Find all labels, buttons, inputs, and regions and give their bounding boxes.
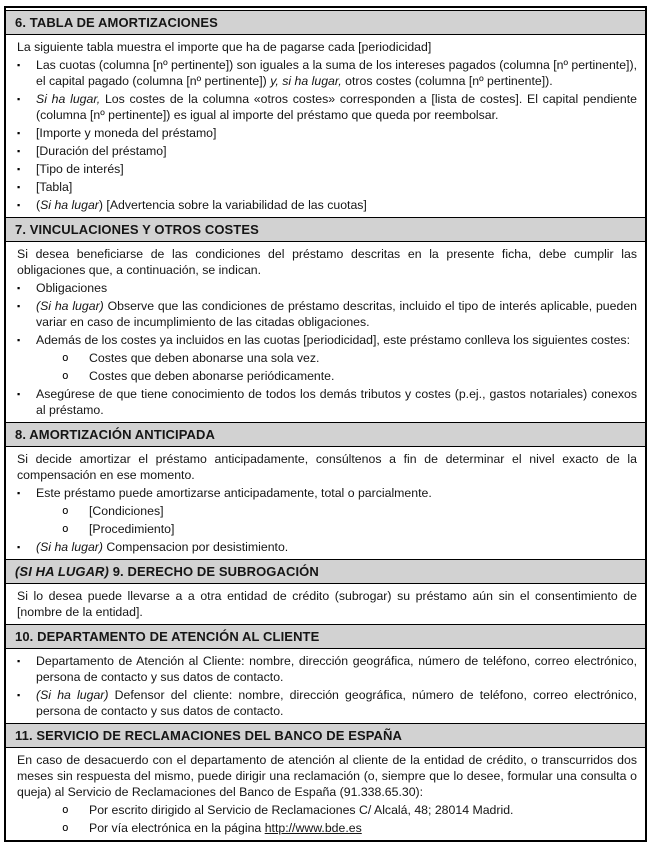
bullet-text: Obligaciones <box>36 281 108 295</box>
square-bullet-icon: ▪ <box>17 164 21 174</box>
circle-bullet-icon: o <box>62 351 69 364</box>
square-bullet-icon: ▪ <box>17 690 21 700</box>
bullet-item <box>15 280 637 296</box>
bullet-item <box>15 332 637 348</box>
bullet-item <box>15 653 637 685</box>
bullet-text: [Condiciones] <box>89 504 164 518</box>
sub-bullet-item <box>60 802 637 818</box>
bullet-item <box>15 386 637 418</box>
section-body <box>6 584 645 624</box>
sub-bullet-item <box>60 521 637 537</box>
section-subrogation-right <box>6 559 645 624</box>
bullet-text: [Tipo de interés] <box>36 162 124 176</box>
circle-bullet-icon: o <box>62 369 69 382</box>
section-body <box>6 447 645 559</box>
section-title: 8. AMORTIZACIÓN ANTICIPADA <box>15 427 215 442</box>
sub-bullet-item <box>60 820 637 836</box>
square-bullet-icon: ▪ <box>17 146 21 156</box>
square-bullet-icon: ▪ <box>17 128 21 138</box>
bullet-text: Este préstamo puede amortizarse anticipadamente, total o parcialmente. <box>36 486 432 500</box>
section-header <box>6 723 645 748</box>
square-bullet-icon: ▪ <box>17 389 21 399</box>
bullet-text: Por vía electrónica en la página http://www.bde.es <box>89 821 362 835</box>
sub-bullet-item <box>60 503 637 519</box>
section-title: 9. DERECHO DE SUBROGACIÓN <box>108 564 319 579</box>
paragraph: La siguiente tabla muestra el importe que ha de pagarse cada [periodicidad] <box>17 40 432 54</box>
bullet-text: Costes que deben abonarse una sola vez. <box>89 351 320 365</box>
bullet-text: (Si ha lugar) Defensor del cliente: nombre, dirección geográfica, número de teléfono, correo electrónico, persona de contacto y sus datos de contacto. <box>36 688 637 718</box>
bullet-text: [Tabla] <box>36 180 73 194</box>
square-bullet-icon: ▪ <box>17 60 21 70</box>
section-header <box>6 422 645 447</box>
bullet-item <box>15 125 637 141</box>
bullet-item <box>15 298 637 330</box>
bullet-item <box>15 687 637 719</box>
section-body <box>6 242 645 422</box>
section-customer-service <box>6 624 645 723</box>
section-complaints-service <box>6 723 645 840</box>
paragraph: Si decide amortizar el préstamo anticipadamente, consúltenos a fin de determinar el nivel exacto de la compensación en ese momento. <box>17 452 637 482</box>
bullet-text: Departamento de Atención al Cliente: nombre, dirección geográfica, número de teléfono, correo electrónico, persona de contacto y sus datos de contacto. <box>36 654 637 684</box>
section-title: 11. SERVICIO DE RECLAMACIONES DEL BANCO DE ESPAÑA <box>15 728 403 743</box>
square-bullet-icon: ▪ <box>17 200 21 210</box>
circle-bullet-icon: o <box>62 504 69 517</box>
section-header <box>6 217 645 242</box>
bullet-text: Asegúrese de que tiene conocimiento de todos los demás tributos y costes (p.ej., gastos notariales) conexos al préstamo. <box>36 387 637 417</box>
bullet-text: Costes que deben abonarse periódicamente. <box>89 369 335 383</box>
section-obligations-costs <box>6 217 645 422</box>
square-bullet-icon: ▪ <box>17 94 21 104</box>
section-header <box>6 624 645 649</box>
bullet-item <box>15 57 637 89</box>
bullet-item <box>15 161 637 177</box>
bullet-text: Además de los costes ya incluidos en las cuotas [periodicidad], este préstamo conlleva los siguientes costes: <box>36 333 630 347</box>
bullet-item <box>15 179 637 195</box>
square-bullet-icon: ▪ <box>17 283 21 293</box>
section-title: 6. TABLA DE AMORTIZACIONES <box>15 15 218 30</box>
bullet-item <box>15 197 637 213</box>
section-title: 10. DEPARTAMENTO DE ATENCIÓN AL CLIENTE <box>15 629 320 644</box>
bullet-text: [Procedimiento] <box>89 522 175 536</box>
circle-bullet-icon: o <box>62 522 69 535</box>
square-bullet-icon: ▪ <box>17 656 21 666</box>
paragraph: Si lo desea puede llevarse a a otra entidad de crédito (subrogar) su préstamo aún sin el consentimiento de [nombre de la entidad]. <box>17 589 637 619</box>
bullet-text: (Si ha lugar) [Advertencia sobre la variabilidad de las cuotas] <box>36 198 367 212</box>
bullet-text: Si ha lugar, Los costes de la columna «otros costes» corresponden a [lista de costes]. El capital pendiente (columna [nº pertinente]) es igual al importe del préstamo que queda por reembolsar. <box>36 92 637 122</box>
bullet-item <box>15 539 637 555</box>
section-body <box>6 35 645 217</box>
section-header <box>6 10 645 35</box>
bullet-text: Las cuotas (columna [nº pertinente]) son iguales a la suma de los intereses pagados (columna [nº pertinente]), el capital pagado (columna [nº pertinente]) y, si ha lugar, otros costes (columna [nº pertinente]). <box>36 58 637 88</box>
bullet-item <box>15 485 637 501</box>
section-early-repayment <box>6 422 645 559</box>
paragraph: En caso de desacuerdo con el departamento de atención al cliente de la entidad de crédito, o transcurridos dos meses sin respuesta del mismo, puede dirigir una reclamación (o, siempre que lo desee, formular una consulta o queja) al Servicio de Reclamaciones del Banco de España (91.338.65.30): <box>17 753 637 799</box>
section-header <box>6 559 645 584</box>
bde-website-link[interactable]: http://www.bde.es <box>264 821 362 835</box>
sub-bullet-item <box>60 350 637 366</box>
bullet-item <box>15 143 637 159</box>
square-bullet-icon: ▪ <box>17 488 21 498</box>
circle-bullet-icon: o <box>62 821 69 834</box>
bullet-text: [Importe y moneda del préstamo] <box>36 126 217 140</box>
circle-bullet-icon: o <box>62 803 69 816</box>
bullet-text: (Si ha lugar) Compensacion por desistimiento. <box>36 540 289 554</box>
sub-bullet-item <box>60 368 637 384</box>
document-frame <box>4 6 647 842</box>
section-body <box>6 748 645 840</box>
paragraph: Si desea beneficiarse de las condiciones del préstamo descritas en la presente ficha, debe cumplir las obligaciones que, a continuación, se indican. <box>17 247 637 277</box>
square-bullet-icon: ▪ <box>17 301 21 311</box>
square-bullet-icon: ▪ <box>17 335 21 345</box>
square-bullet-icon: ▪ <box>17 182 21 192</box>
bullet-text: [Duración del préstamo] <box>36 144 167 158</box>
section-title-conditional-prefix: (SI HA LUGAR) <box>15 564 109 579</box>
square-bullet-icon: ▪ <box>17 542 21 552</box>
bullet-item <box>15 91 637 123</box>
bullet-text: Por escrito dirigido al Servicio de Reclamaciones C/ Alcalá, 48; 28014 Madrid. <box>89 803 514 817</box>
section-title: 7. VINCULACIONES Y OTROS COSTES <box>15 222 259 237</box>
bullet-text: (Si ha lugar) Observe que las condiciones de préstamo descritas, incluido el tipo de interés aplicable, pueden variar en caso de incumplimiento de las citadas obligaciones. <box>36 299 637 329</box>
section-body <box>6 649 645 723</box>
section-amortization-table <box>6 10 645 217</box>
